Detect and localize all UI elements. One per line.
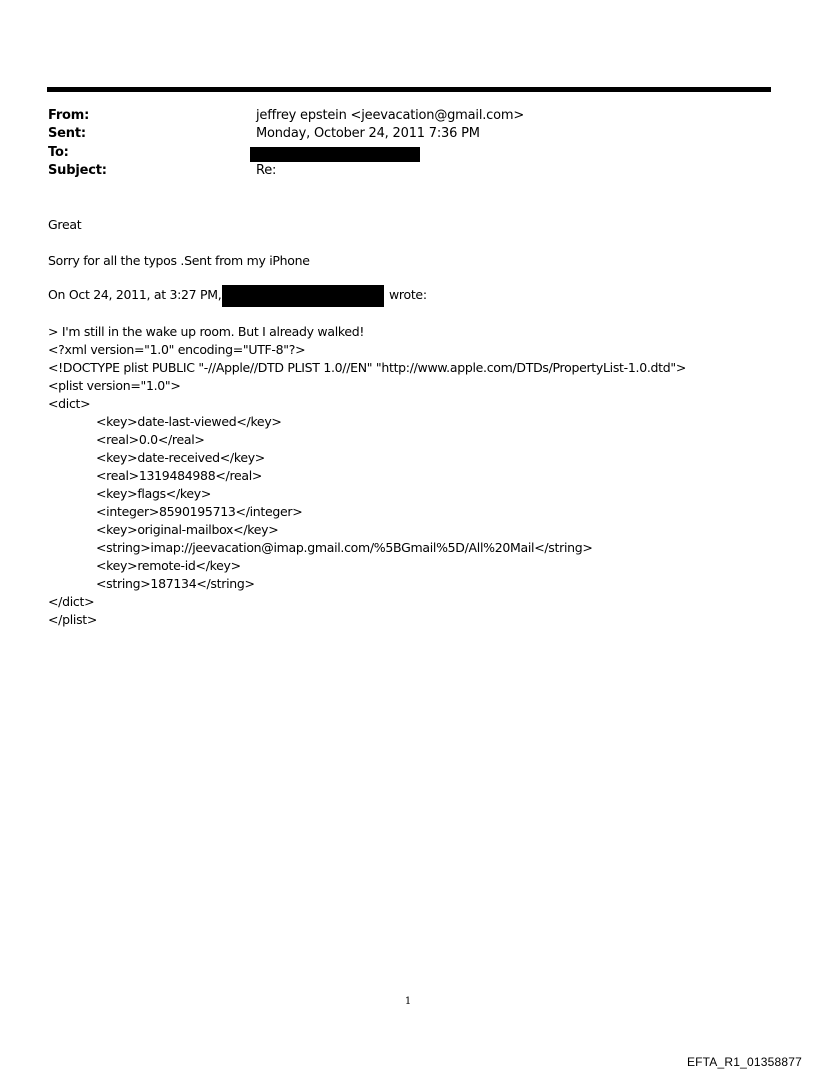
dict-line: <string>187134</string> [96, 576, 255, 591]
dict-line: <key>flags</key> [96, 486, 212, 501]
from-value: jeffrey epstein <jeevacation@gmail.com> [256, 108, 525, 123]
dict-line: <key>remote-id</key> [96, 558, 241, 573]
closing-line: </dict> [48, 594, 95, 609]
sent-value: Monday, October 24, 2011 7:36 PM [256, 126, 480, 141]
sent-label: Sent: [48, 126, 86, 141]
page-number: 1 [404, 996, 412, 1007]
xml-line: <dict> [48, 396, 91, 411]
dict-line: <real>0.0</real> [96, 432, 205, 447]
dict-line: <string>imap://jeevacation@imap.gmail.com/%5BGmail%5D/All%20Mail</string> [96, 540, 593, 555]
dict-line: <key>date-last-viewed</key> [96, 414, 282, 429]
xml-line: <plist version="1.0"> [48, 378, 181, 393]
xml-line: <?xml version="1.0" encoding="UTF-8"?> [48, 342, 306, 357]
dict-line: <key>original-mailbox</key> [96, 522, 279, 537]
from-label: From: [48, 108, 90, 123]
subject-value: Re: [256, 163, 277, 178]
dict-line: <key>date-received</key> [96, 450, 265, 465]
sender-redaction [222, 285, 384, 307]
dict-line: <real>1319484988</real> [96, 468, 263, 483]
to-label: To: [48, 145, 69, 160]
dict-line: <integer>8590195713</integer> [96, 504, 303, 519]
document-id: EFTA_R1_01358877 [686, 1055, 802, 1069]
reply-text: Great [48, 217, 82, 232]
to-redaction [250, 147, 420, 162]
quote-intro-before: On Oct 24, 2011, at 3:27 PM, [48, 287, 222, 302]
header-rule [47, 87, 771, 92]
subject-label: Subject: [48, 163, 107, 178]
xml-line: <!DOCTYPE plist PUBLIC "-//Apple//DTD PLIST 1.0//EN" "http://www.apple.com/DTDs/PropertyList-1.0.dtd"> [48, 360, 687, 375]
quoted-message: > I'm still in the wake up room. But I already walked! [48, 324, 365, 339]
closing-line: </plist> [48, 612, 98, 627]
quote-intro-after: wrote: [389, 287, 427, 302]
signature-text: Sorry for all the typos .Sent from my iPhone [48, 253, 310, 268]
